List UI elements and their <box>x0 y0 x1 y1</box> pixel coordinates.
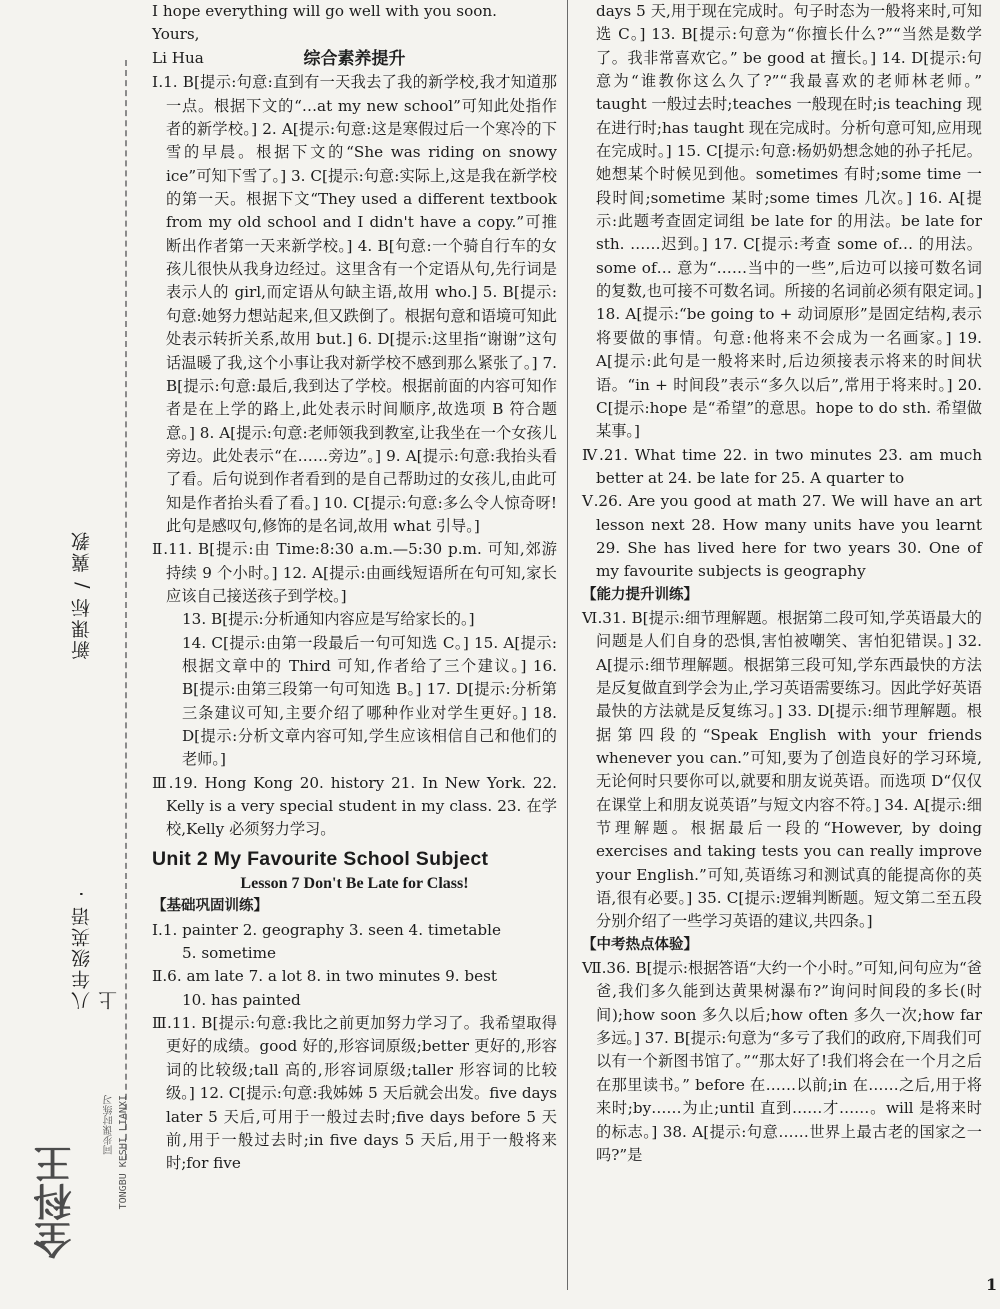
answer-block-2c: 14. C[提示:由第一段最后一句可知选 C。] 15. A[提示:根据文章中的 Third 可知,作者给了三个建议。] 16. B[提示:由第三段第一句可知选 B。] 17. D[提示:分析第三条建议可知,主要介绍了哪种作业对学生更好。] 18. D[提示:分析文章内容可知,学生应该相信自己和他们的老师。] <box>182 633 557 769</box>
basic-answers-2: Ⅱ.6. am late 7. a lot 8. in two minutes 9. best <box>152 967 498 986</box>
letter-line: Yours, <box>152 25 200 44</box>
section-exam-heading: 【中考热点体验】 <box>582 936 698 953</box>
section-basic-heading: 【基础巩固训练】 <box>152 898 268 915</box>
answer-block-4: Ⅳ.21. What time 22. in two minutes 23. am much better at 24. be late for 25. A quarter to <box>582 445 982 487</box>
spine-edition-label: 新课标 / 冀教 <box>71 530 93 660</box>
basic-answers-2b: 10. has painted <box>182 990 301 1009</box>
spine-grade-label: 八年级英语 · 上 <box>71 888 120 1010</box>
page-number: 1 <box>986 1275 998 1294</box>
answer-block-2: Ⅱ.11. B[提示:由 Time:8:30 a.m.—5:30 p.m. 可知,郊游持续 9 个小时。] 12. A[提示:由画线短语所在句可知,家长应该自己接送孩子到学校。] <box>152 540 557 605</box>
answer-block-7: Ⅶ.36. B[提示:根据答语“大约一个小时。”可知,问句应为“爸爸,我们多久能到达黄果树瀑布?”询问时间段的多长(时间);how soon 多久以后;how often 多久一次;how far 多远。] 37. B[提示:句意为“多亏了我们的政府,下周我们可以有一个新图书馆了。”“那太好了!我们将会在一个月之后在那里读书。” before 在……以前;in 在……之后,用于将来时;by……为止;until 直到……才……。will 是将来时的标志。] 38. A[提示:句意……世界上最古老的国家之一吗?”是 <box>582 959 982 1164</box>
answer-block-5: Ⅴ.26. Are you good at math 27. We will have an art lesson next 28. How many units have you learnt 29. She has lived here for two years 30. One of my favourite subjects is geography <box>582 492 982 581</box>
brand-name: 全科王 <box>34 1145 78 1259</box>
brand-series: 同步课时练习 <box>104 1095 115 1155</box>
section-title: 综合素养提升 <box>303 49 406 70</box>
right-column <box>582 0 982 1167</box>
basic-answers-1b: 5. sometime <box>182 944 276 963</box>
answer-block-1: Ⅰ.1. B[提示:句意:直到有一天我去了我的新学校,我才知道那一点。根据下文的“…at my new school”可知此处指作者的新学校。] 2. A[提示:句意:这是寒假过后一个寒冷的下雪的早晨。根据下文的“She was riding on snowy ice”可知下雪了。] 3. C[提示:句意:实际上,这是我在新学校的第一天。根据下文“They used a different textbook from my old school and I didn't have a copy.”可推断出作者第一天来新学校。] 4. B[句意:一个骑自行车的女孩儿很快从我身边经过。这里含有一个定语从句,先行词是表示人的 girl,而定语从句缺主语,故用 who.] 5. B[提示:句意:她努力想站起来,但又跌倒了。根据句意和语境可知此处表示转折关系,故用 but.] 6. D[提示:这里指“谢谢”这句话温暖了我,这个小事让我对新学校不感到那么紧张了。] 7. B[提示:句意:最后,我到达了学校。根据前面的内容可知作者是在上学的路上,此处表示时间顺序,故选项 B 符合题意。] 8. A[提示:句意:老师领我到教室,让我坐在一个女孩儿旁边。此处表示“在……旁边”。] 9. A[提示:句意:我抬头看了看。后句说到作者看到的是自己帮助过的女孩儿,由此可知是作者抬头看了看。] 10. C[提示:句意:多么令人惊奇呀!此句是感叹句,修饰的是名词,故用 what 引导。] <box>152 73 557 535</box>
answer-block-3: Ⅲ.19. Hong Kong 20. history 21. In New York. 22. Kelly is a very special student in my class. 23. 在学校,Kelly 必须努力学习。 <box>152 773 557 839</box>
letter-line: I hope everything will go well with you soon. <box>152 2 497 20</box>
column-divider <box>567 0 568 1290</box>
left-column <box>152 0 557 1176</box>
answer-block-6: Ⅵ.31. B[提示:细节理解题。根据第二段可知,学英语最大的问题是人们自身的恐惧,害怕被嘲笑、害怕犯错误。] 32. A[提示:细节理解题。根据第三段可知,学东西最快的方法是反复做直到学会为止,学习英语需要练习。因此学好英语最快的方法就是反复练习。] 33. D[提示:细节理解题。根据第四段的“Speak English with your friends whenever you can.”可知,要为了创造良好的学习环境,无论何时只要你可以,就要和朋友说英语。而选项 D“仅仅在课堂上和朋友说英语”与短文内容不符。] 34. A[提示:细节理解题。根据最后一段的“However, by doing exercises and taking tests you can really improve your English.”可知,英语练习和测试真的能提高你的英语,很有必要。] 35. C[提示:逻辑判断题。短文第二至五段分别介绍了一些学习英语的建议,共四条。] <box>582 608 982 931</box>
basic-answers-3: Ⅲ.11. B[提示:句意:我比之前更加努力学习了。我希望取得更好的成绩。good 好的,形容词原级;better 更好的,形容词的比较级;tall 高的,形容词原级;taller 形容词的比较级。] 12. C[提示:句意:我姊姊 5 天后就会出发。five days later 5 天后,可用于一般过去时;five days before 5 天前,用于一般过去时;in five days 5 天后,用于一般将来时;for five <box>152 1014 557 1173</box>
brand-logo <box>10 1075 145 1295</box>
book-spine <box>68 230 120 1010</box>
answer-block-2b: 13. B[提示:分析通知内容应是写给家长的。] <box>182 610 475 629</box>
answer-block-continued: days 5 天,用于现在完成时。句子时态为一般将来时,可知选 C。] 13. B[提示:句意为“你擅长什么?”“当然是数学了。我非常喜欢它。” be good at 擅长。] 14. D[提示:句意为“谁教你这么久了?”“我最喜欢的老师林老师。” taught 一般过去时;teaches 一般现在时;is teaching 现在进行时;has taught 现在完成时。分析句意可知,应用现在完成时。] 15. C[提示:句意:杨奶奶想念她的孙子托尼。她想某个时候见到他。sometimes 有时;some time 一段时间;sometime 某时;some times 几次。] 16. A[提示:此题考查固定词组 be late for 的用法。be late for sth. ……迟到。] 17. C[提示:考查 some of… 的用法。some of… 意为“……当中的一些”,后边可以接可数名词的复数,也可接不可数名词。所接的名词前必须有限定词。] 18. A[提示:“be going to + 动词原形”是固定结构,表示将要做的事情。句意:他将来不会成为一名画家。] 19. A[提示:此句是一般将来时,后边须接表示将来的时间状语。“in + 时间段”表示“多久以后”,常用于将来时。] 20. C[提示:hope 是“希望”的意思。hope to do sth. 希望做某事。] <box>596 2 982 441</box>
section-ability-heading: 【能力提升训练】 <box>582 586 698 603</box>
basic-answers-1: Ⅰ.1. painter 2. geography 3. seen 4. timetable <box>152 920 501 939</box>
lesson-title: Lesson 7 Don't Be Late for Class! <box>240 875 469 893</box>
unit-title: Unit 2 My Favourite School Subject <box>152 847 489 870</box>
letter-line: Li Hua <box>152 48 204 67</box>
binding-dashed-line <box>125 60 127 1160</box>
brand-pinyin: TONGBU KESHI LIANXI <box>118 1095 129 1210</box>
